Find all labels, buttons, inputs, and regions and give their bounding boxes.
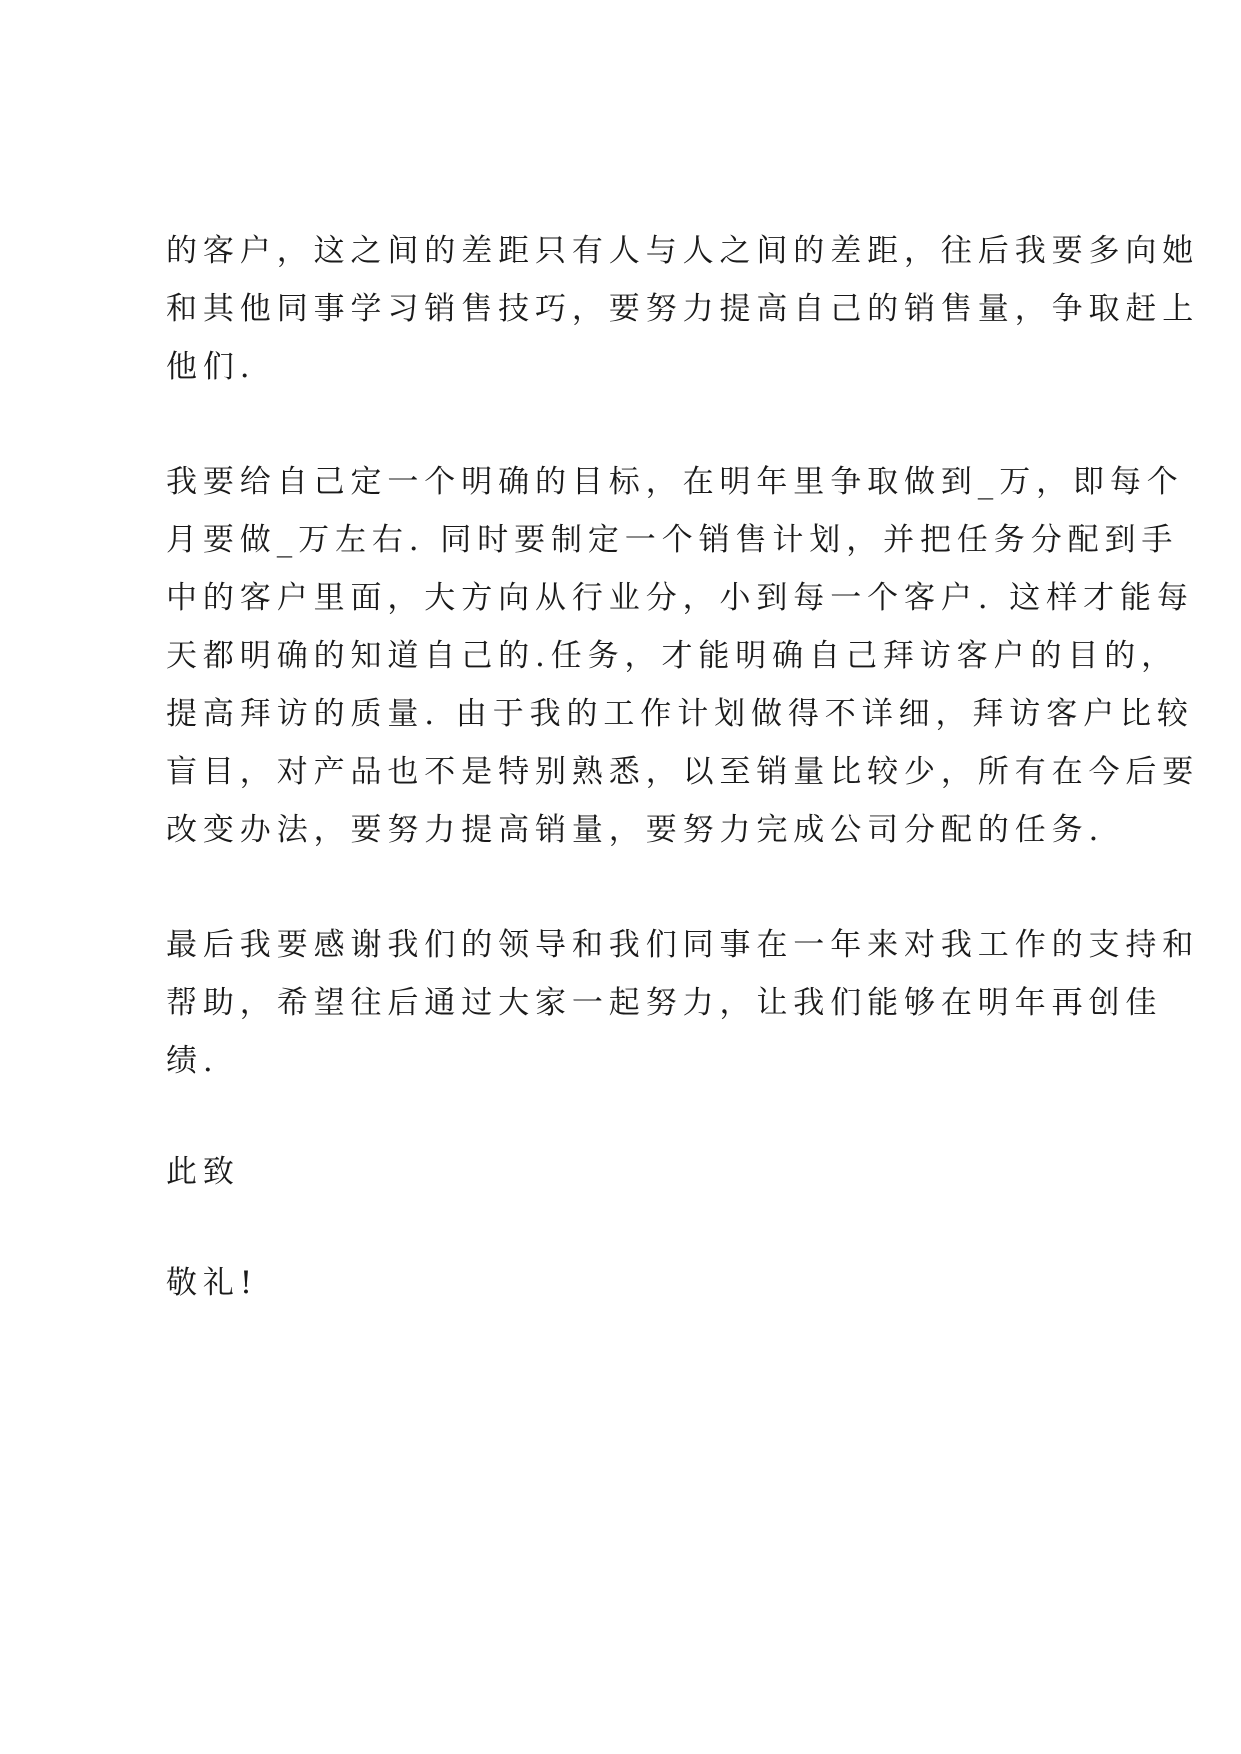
text-line: 帮助，希望往后通过大家一起努力，让我们能够在明年再创佳 xyxy=(166,985,1163,1021)
salutation-text: 敬礼! xyxy=(166,1265,259,1301)
text-line: 和其他同事学习销售技巧，要努力提高自己的销售量，争取赶上 xyxy=(166,291,1200,327)
text-line: 天都明确的知道自己的.任务，才能明确自己拜访客户的目的， xyxy=(166,638,1179,674)
paragraph-3 xyxy=(166,916,1200,1090)
text-line: 盲目，对产品也不是特别熟悉，以至销量比较少，所有在今后要 xyxy=(166,754,1200,790)
text-line: 绩. xyxy=(166,1043,219,1079)
text-line: 我要给自己定一个明确的目标，在明年里争取做到_万，即每个 xyxy=(166,464,1184,500)
text-line: 最后我要感谢我们的领导和我们同事在一年来对我工作的支持和 xyxy=(166,927,1200,963)
text-line: 的客户，这之间的差距只有人与人之间的差距，往后我要多向她 xyxy=(166,233,1200,269)
closing-text: 此致 xyxy=(166,1154,240,1190)
salutation-line xyxy=(166,1254,1096,1312)
text-line: 他们. xyxy=(166,349,256,385)
text-line: 改变办法，要努力提高销量，要努力完成公司分配的任务. xyxy=(166,812,1105,848)
text-line: 月要做_万左右. 同时要制定一个销售计划，并把任务分配到手 xyxy=(166,522,1179,558)
text-line: 中的客户里面，大方向从行业分，小到每一个客户. 这样才能每 xyxy=(166,580,1194,616)
paragraph-1 xyxy=(166,222,1200,396)
closing-line xyxy=(166,1143,1096,1201)
text-line: 提高拜访的质量. 由于我的工作计划做得不详细，拜访客户比较 xyxy=(166,696,1194,732)
paragraph-2 xyxy=(166,453,1200,859)
document-page xyxy=(166,222,1200,1312)
